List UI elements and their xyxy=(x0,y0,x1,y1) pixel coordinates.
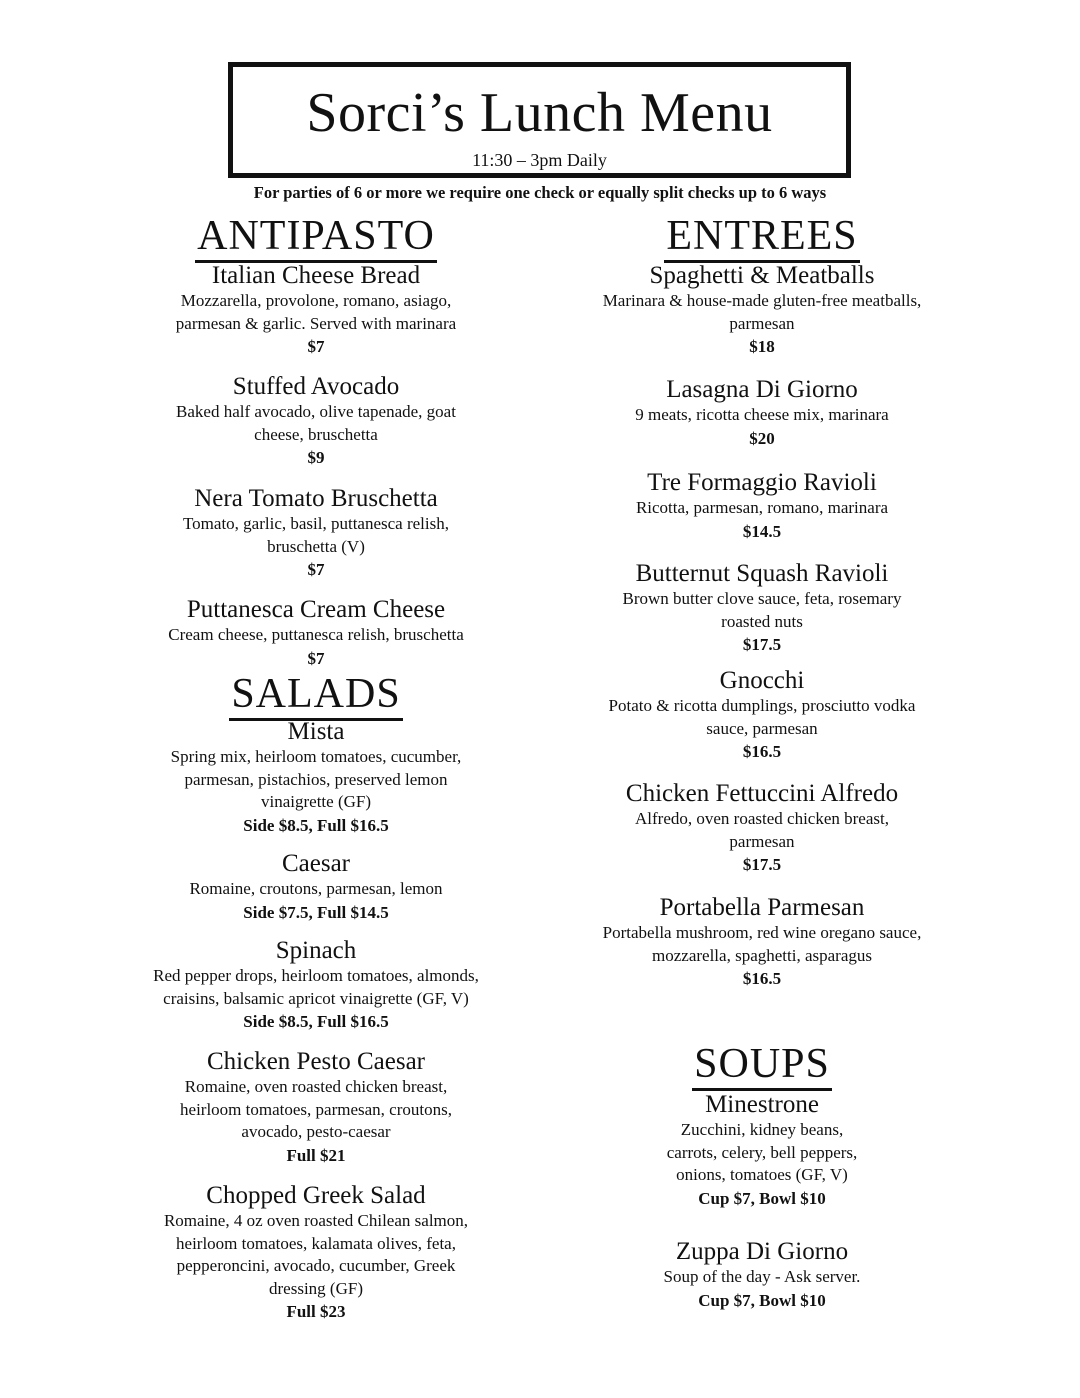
item-name: Chopped Greek Salad xyxy=(206,1182,426,1209)
item-name: Portabella Parmesan xyxy=(659,894,865,921)
menu-item xyxy=(556,894,968,991)
menu-item xyxy=(110,373,522,470)
item-description: parmesan xyxy=(729,313,795,333)
item-description: Ricotta, parmesan, romano, marinara xyxy=(635,498,889,517)
item-description: pepperoncini, avocado, cucumber, Greek xyxy=(176,1256,456,1275)
section-heading-soups: SOUPS xyxy=(556,1042,968,1086)
item-description: Tomato, garlic, basil, puttanesca relish, xyxy=(182,514,449,533)
item-name: Mista xyxy=(287,718,345,745)
menu-item xyxy=(556,667,968,764)
item-price: $7 xyxy=(307,648,325,668)
item-name: Stuffed Avocado xyxy=(232,373,400,400)
item-description: Soup of the day - Ask server. xyxy=(663,1267,861,1286)
item-description: roasted nuts xyxy=(721,611,803,631)
item-price: $17.5 xyxy=(742,855,782,874)
item-description: bruschetta (V) xyxy=(267,536,365,556)
item-description: cheese, bruschetta xyxy=(254,424,378,444)
item-price: $16.5 xyxy=(742,969,782,988)
item-description: Cream cheese, puttanesca relish, bruschetta xyxy=(168,625,464,644)
item-description: onions, tomatoes (GF, V) xyxy=(676,1165,848,1184)
item-name: Caesar xyxy=(281,850,351,877)
item-description: heirloom tomatoes, parmesan, croutons, xyxy=(180,1099,452,1119)
item-description: Romaine, 4 oz oven roasted Chilean salmon, xyxy=(163,1211,469,1230)
item-price: $18 xyxy=(749,337,775,356)
item-description: mozzarella, spaghetti, asparagus xyxy=(652,945,872,965)
item-description: parmesan & garlic. Served with marinara xyxy=(175,313,457,333)
title-box xyxy=(228,62,851,178)
menu-item xyxy=(110,1048,522,1168)
menu-item xyxy=(110,850,522,925)
item-description: Red pepper drops, heirloom tomatoes, almonds, xyxy=(153,966,479,985)
item-description: heirloom tomatoes, kalamata olives, feta, xyxy=(176,1233,456,1253)
item-name: Zuppa Di Giorno xyxy=(675,1238,849,1265)
item-name: Chicken Fettuccini Alfredo xyxy=(625,780,899,807)
item-price: $7 xyxy=(307,337,325,356)
item-name: Gnocchi xyxy=(719,667,805,694)
party-notice: For parties of 6 or more we require one check or equally split checks up to 6 ways xyxy=(253,183,827,202)
menu-title: Sorci’s Lunch Menu xyxy=(306,82,773,144)
menu-item xyxy=(556,560,968,657)
item-price: $17.5 xyxy=(742,635,782,654)
item-description: carrots, celery, bell peppers, xyxy=(666,1142,858,1162)
item-description: parmesan xyxy=(729,831,795,851)
item-description: Spring mix, heirloom tomatoes, cucumber, xyxy=(170,747,462,766)
item-description: Romaine, croutons, parmesan, lemon xyxy=(189,879,443,898)
item-price: Side $8.5, Full $16.5 xyxy=(243,1012,389,1031)
section-heading-antipasto: ANTIPASTO xyxy=(110,214,522,258)
item-price: $14.5 xyxy=(742,521,782,541)
item-description: Portabella mushroom, red wine oregano sauce, xyxy=(602,923,922,942)
item-description: parmesan, pistachios, preserved lemon xyxy=(184,769,448,789)
item-price: Side $7.5, Full $14.5 xyxy=(243,902,389,922)
item-price: $7 xyxy=(307,560,325,579)
item-description: avocado, pesto-caesar xyxy=(241,1122,391,1141)
item-price: $9 xyxy=(307,448,325,467)
item-price: $20 xyxy=(749,428,775,448)
item-name: Tre Formaggio Ravioli xyxy=(647,469,877,496)
item-price: Side $8.5, Full $16.5 xyxy=(243,815,389,835)
menu-item xyxy=(110,262,522,359)
item-description: 9 meats, ricotta cheese mix, marinara xyxy=(635,405,889,424)
item-price: Cup $7, Bowl $10 xyxy=(698,1290,826,1310)
item-price: Full $21 xyxy=(286,1145,346,1165)
item-name: Spinach xyxy=(275,937,357,964)
item-description: Zucchini, kidney beans, xyxy=(680,1120,844,1139)
menu-item xyxy=(556,1238,968,1313)
item-description: sauce, parmesan xyxy=(706,718,818,738)
item-description: Baked half avocado, olive tapenade, goat xyxy=(176,402,456,421)
item-description: Brown butter clove sauce, feta, rosemary xyxy=(622,589,902,608)
section-heading-entrees: ENTREES xyxy=(556,214,968,258)
item-name: Nera Tomato Bruschetta xyxy=(194,485,438,512)
item-price: Cup $7, Bowl $10 xyxy=(698,1188,826,1208)
menu-item xyxy=(556,262,968,359)
menu-item xyxy=(556,780,968,877)
menu-item xyxy=(110,718,522,838)
item-name: Lasagna Di Giorno xyxy=(666,376,858,403)
menu-item xyxy=(556,376,968,451)
item-price: $16.5 xyxy=(742,742,782,761)
item-price: Full $23 xyxy=(286,1302,346,1321)
item-name: Chicken Pesto Caesar xyxy=(206,1048,425,1075)
item-description: Romaine, oven roasted chicken breast, xyxy=(184,1077,448,1096)
menu-item xyxy=(110,937,522,1034)
item-name: Puttanesca Cream Cheese xyxy=(186,596,446,623)
menu-hours: 11:30 – 3pm Daily xyxy=(472,150,607,170)
item-description: Mozzarella, provolone, romano, asiago, xyxy=(180,291,452,310)
item-name: Italian Cheese Bread xyxy=(211,262,421,289)
menu-item xyxy=(110,596,522,671)
menu-item xyxy=(110,1182,522,1324)
item-name: Spaghetti & Meatballs xyxy=(649,262,875,289)
item-description: Alfredo, oven roasted chicken breast, xyxy=(635,809,889,828)
menu-item xyxy=(110,485,522,582)
item-name: Minestrone xyxy=(705,1091,819,1118)
item-name: Butternut Squash Ravioli xyxy=(635,560,889,587)
item-description: Potato & ricotta dumplings, prosciutto vodka xyxy=(608,696,916,715)
item-description: craisins, balsamic apricot vinaigrette (GF, V) xyxy=(163,988,469,1008)
menu-item xyxy=(556,469,968,544)
item-description: vinaigrette (GF) xyxy=(261,792,371,811)
item-description: dressing (GF) xyxy=(269,1278,363,1298)
menu-item xyxy=(556,1091,968,1211)
section-heading-salads: SALADS xyxy=(110,672,522,716)
item-description: Marinara & house-made gluten-free meatballs, xyxy=(602,291,922,310)
